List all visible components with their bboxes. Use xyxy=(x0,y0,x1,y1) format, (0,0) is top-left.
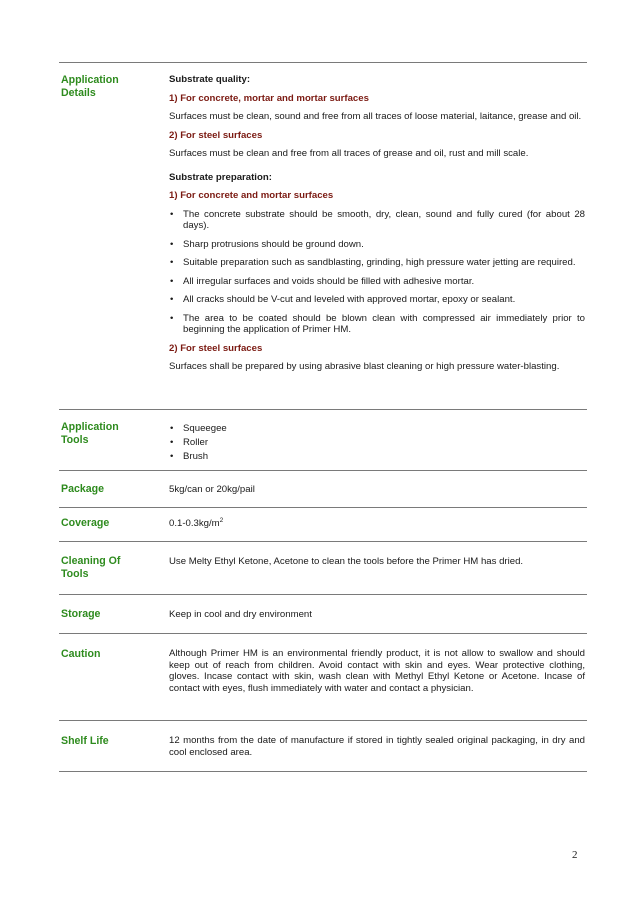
application-tools-list xyxy=(169,422,585,464)
application-details-label: Application Details xyxy=(61,74,119,99)
divider-after-cleaning xyxy=(59,594,587,595)
bullet-icon: • xyxy=(170,423,174,434)
list-item-text: All cracks should be V-cut and leveled with approved mortar, epoxy or sealant. xyxy=(183,294,516,305)
divider-after-details xyxy=(59,409,587,410)
list-item-text: Suitable preparation such as sandblasting, grinding, high pressure water jetting are required. xyxy=(183,257,576,268)
bullet-icon: • xyxy=(170,312,174,324)
list-item xyxy=(169,294,585,306)
storage-label: Storage xyxy=(61,608,101,620)
list-item-text: Roller xyxy=(183,437,209,448)
preparation-concrete-heading: 1) For concrete and mortar surfaces xyxy=(169,190,334,201)
divider-after-tools xyxy=(59,470,587,471)
quality-steel-text: Surfaces must be clean and free from all traces of grease and oil, rust and mill scale. xyxy=(169,148,529,159)
application-details-content xyxy=(169,74,585,373)
list-item xyxy=(169,422,585,436)
storage-text: Keep in cool and dry environment xyxy=(169,609,312,620)
list-item-text: Brush xyxy=(183,451,209,462)
list-item xyxy=(169,276,585,288)
quality-concrete-text: Surfaces must be clean, sound and free from all traces of loose material, laitance, grease and oil. xyxy=(169,111,582,122)
substrate-preparation-heading: Substrate preparation: xyxy=(169,171,272,183)
divider-top xyxy=(59,62,587,63)
divider-bottom xyxy=(59,771,587,772)
package-label: Package xyxy=(61,483,104,495)
cleaning-label: Cleaning Of Tools xyxy=(61,555,121,580)
list-item xyxy=(169,450,585,464)
shelf-life-paragraph: 12 months from the date of manufacture if stored in tightly sealed original packaging, in dry and cool enclosed area. xyxy=(169,735,585,758)
shelf-life-text xyxy=(169,735,585,758)
divider-after-package xyxy=(59,507,587,508)
coverage-value xyxy=(169,518,585,530)
list-item-text: The concrete substrate should be smooth, dry, clean, sound and fully cured (for about 28 days). xyxy=(183,208,585,231)
coverage-text: 0.1-0.3kg/m xyxy=(169,518,220,529)
preparation-steel-heading: 2) For steel surfaces xyxy=(169,342,263,354)
list-item xyxy=(169,239,585,251)
preparation-steel-text: Surfaces shall be prepared by using abrasive blast cleaning or high pressure water-blasting. xyxy=(169,361,560,372)
caution-paragraph: Although Primer HM is an environmental friendly product, it is not allow to swallow and should keep out of reach from children. Avoid contact with skin and eyes. Wear protective clothing, gloves. Incase contact with skin, wash clean with Methyl Ethyl Ketone or Acetone. Incase of contact with eyes, flush immediately with water and contact a physician. xyxy=(169,648,585,694)
bullet-icon: • xyxy=(170,275,174,287)
bullet-icon: • xyxy=(170,238,174,250)
list-item xyxy=(169,436,585,450)
list-item xyxy=(169,313,585,336)
caution-text xyxy=(169,648,585,694)
list-item-text: All irregular surfaces and voids should be filled with adhesive mortar. xyxy=(183,275,475,287)
list-item-text: The area to be coated should be blown clean with compressed air immediately prior to beginning the application of Primer HM. xyxy=(183,312,585,335)
list-item-text: Squeegee xyxy=(183,423,227,434)
bullet-icon: • xyxy=(170,257,174,268)
quality-steel-heading: 2) For steel surfaces xyxy=(169,129,263,141)
divider-after-caution xyxy=(59,720,587,721)
package-text: 5kg/can or 20kg/pail xyxy=(169,484,255,495)
list-item xyxy=(169,257,585,269)
bullet-icon: • xyxy=(170,437,174,448)
coverage-superscript: 2 xyxy=(219,517,224,524)
substrate-quality-heading: Substrate quality: xyxy=(169,74,251,85)
page-number: 2 xyxy=(572,849,578,861)
list-item xyxy=(169,209,585,232)
quality-concrete-heading: 1) For concrete, mortar and mortar surfaces xyxy=(169,92,369,104)
coverage-label: Coverage xyxy=(61,517,110,529)
application-tools-label: Application Tools xyxy=(61,421,119,446)
cleaning-text: Use Melty Ethyl Ketone, Acetone to clean the tools before the Primer HM has dried. xyxy=(169,556,524,567)
divider-after-coverage xyxy=(59,541,587,542)
divider-after-storage xyxy=(59,633,587,634)
bullet-icon: • xyxy=(170,208,174,220)
bullet-icon: • xyxy=(170,451,174,462)
list-item-text: Sharp protrusions should be ground down. xyxy=(183,238,364,250)
caution-label: Caution xyxy=(61,648,101,660)
shelf-life-label: Shelf Life xyxy=(61,735,109,747)
bullet-icon: • xyxy=(170,294,174,305)
